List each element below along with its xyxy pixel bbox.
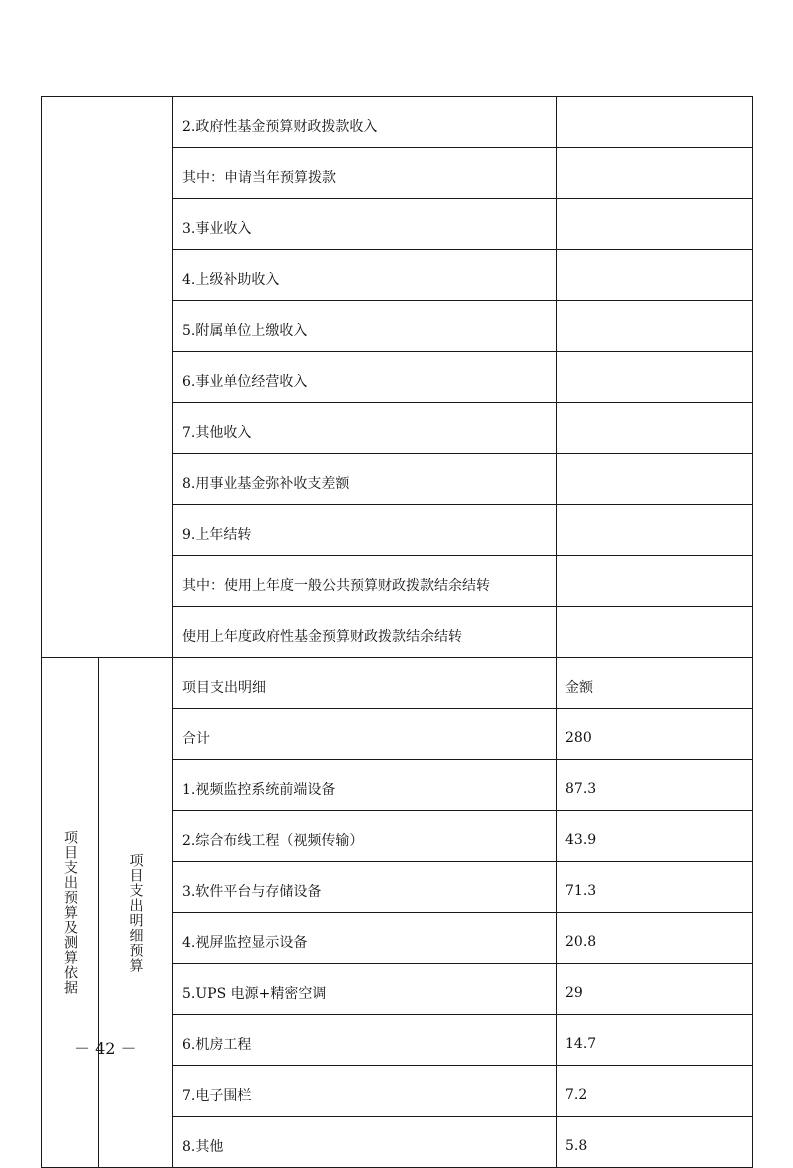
expense-item: 5.UPS 电源+精密空调 <box>173 964 557 1015</box>
income-category-cell <box>42 97 173 658</box>
income-row-label: 6.事业单位经营收入 <box>173 352 557 403</box>
expense-outer-label-text: 项目支出预算及测算依据 <box>62 830 78 995</box>
expense-amount: 29 <box>557 964 753 1015</box>
income-row-label: 使用上年度政府性基金预算财政拨款结余结转 <box>173 607 557 658</box>
income-row-value <box>557 505 753 556</box>
income-row-label: 2.政府性基金预算财政拨款收入 <box>173 97 557 148</box>
expense-header-amount: 金额 <box>557 658 753 709</box>
expense-amount: 20.8 <box>557 913 753 964</box>
income-row-label: 5.附属单位上缴收入 <box>173 301 557 352</box>
income-row-label: 4.上级补助收入 <box>173 250 557 301</box>
expense-item: 6.机房工程 <box>173 1015 557 1066</box>
expense-item: 4.视屏监控显示设备 <box>173 913 557 964</box>
income-row-label: 其中：使用上年度一般公共预算财政拨款结余结转 <box>173 556 557 607</box>
page-number: － 42 － <box>74 1039 137 1058</box>
expense-inner-label <box>99 658 173 1168</box>
expense-item: 1.视频监控系统前端设备 <box>173 760 557 811</box>
budget-table <box>41 96 753 1168</box>
expense-amount: 43.9 <box>557 811 753 862</box>
income-row-value <box>557 97 753 148</box>
income-row-label: 9.上年结转 <box>173 505 557 556</box>
income-row-label: 8.用事业基金弥补收支差额 <box>173 454 557 505</box>
expense-amount: 7.2 <box>557 1066 753 1117</box>
income-row-label: 7.其他收入 <box>173 403 557 454</box>
income-row-value <box>557 301 753 352</box>
expense-header-row <box>42 658 753 709</box>
income-row <box>42 97 753 148</box>
expense-amount: 71.3 <box>557 862 753 913</box>
income-row-value <box>557 199 753 250</box>
income-row-value <box>557 403 753 454</box>
expense-inner-label-text: 项目支出明细预算 <box>127 852 144 973</box>
income-row-value <box>557 556 753 607</box>
expense-amount: 280 <box>557 709 753 760</box>
expense-amount: 14.7 <box>557 1015 753 1066</box>
expense-amount: 5.8 <box>557 1117 753 1168</box>
expense-outer-label <box>42 658 99 1168</box>
income-row-value <box>557 454 753 505</box>
income-row-value <box>557 607 753 658</box>
expense-item: 7.电子围栏 <box>173 1066 557 1117</box>
expense-item: 8.其他 <box>173 1117 557 1168</box>
income-row-label: 其中：申请当年预算拨款 <box>173 148 557 199</box>
expense-item: 3.软件平台与存储设备 <box>173 862 557 913</box>
income-row-value <box>557 148 753 199</box>
expense-item: 合计 <box>173 709 557 760</box>
expense-header-item: 项目支出明细 <box>173 658 557 709</box>
expense-item: 2.综合布线工程（视频传输） <box>173 811 557 862</box>
income-row-label: 3.事业收入 <box>173 199 557 250</box>
income-row-value <box>557 250 753 301</box>
expense-amount: 87.3 <box>557 760 753 811</box>
income-row-value <box>557 352 753 403</box>
